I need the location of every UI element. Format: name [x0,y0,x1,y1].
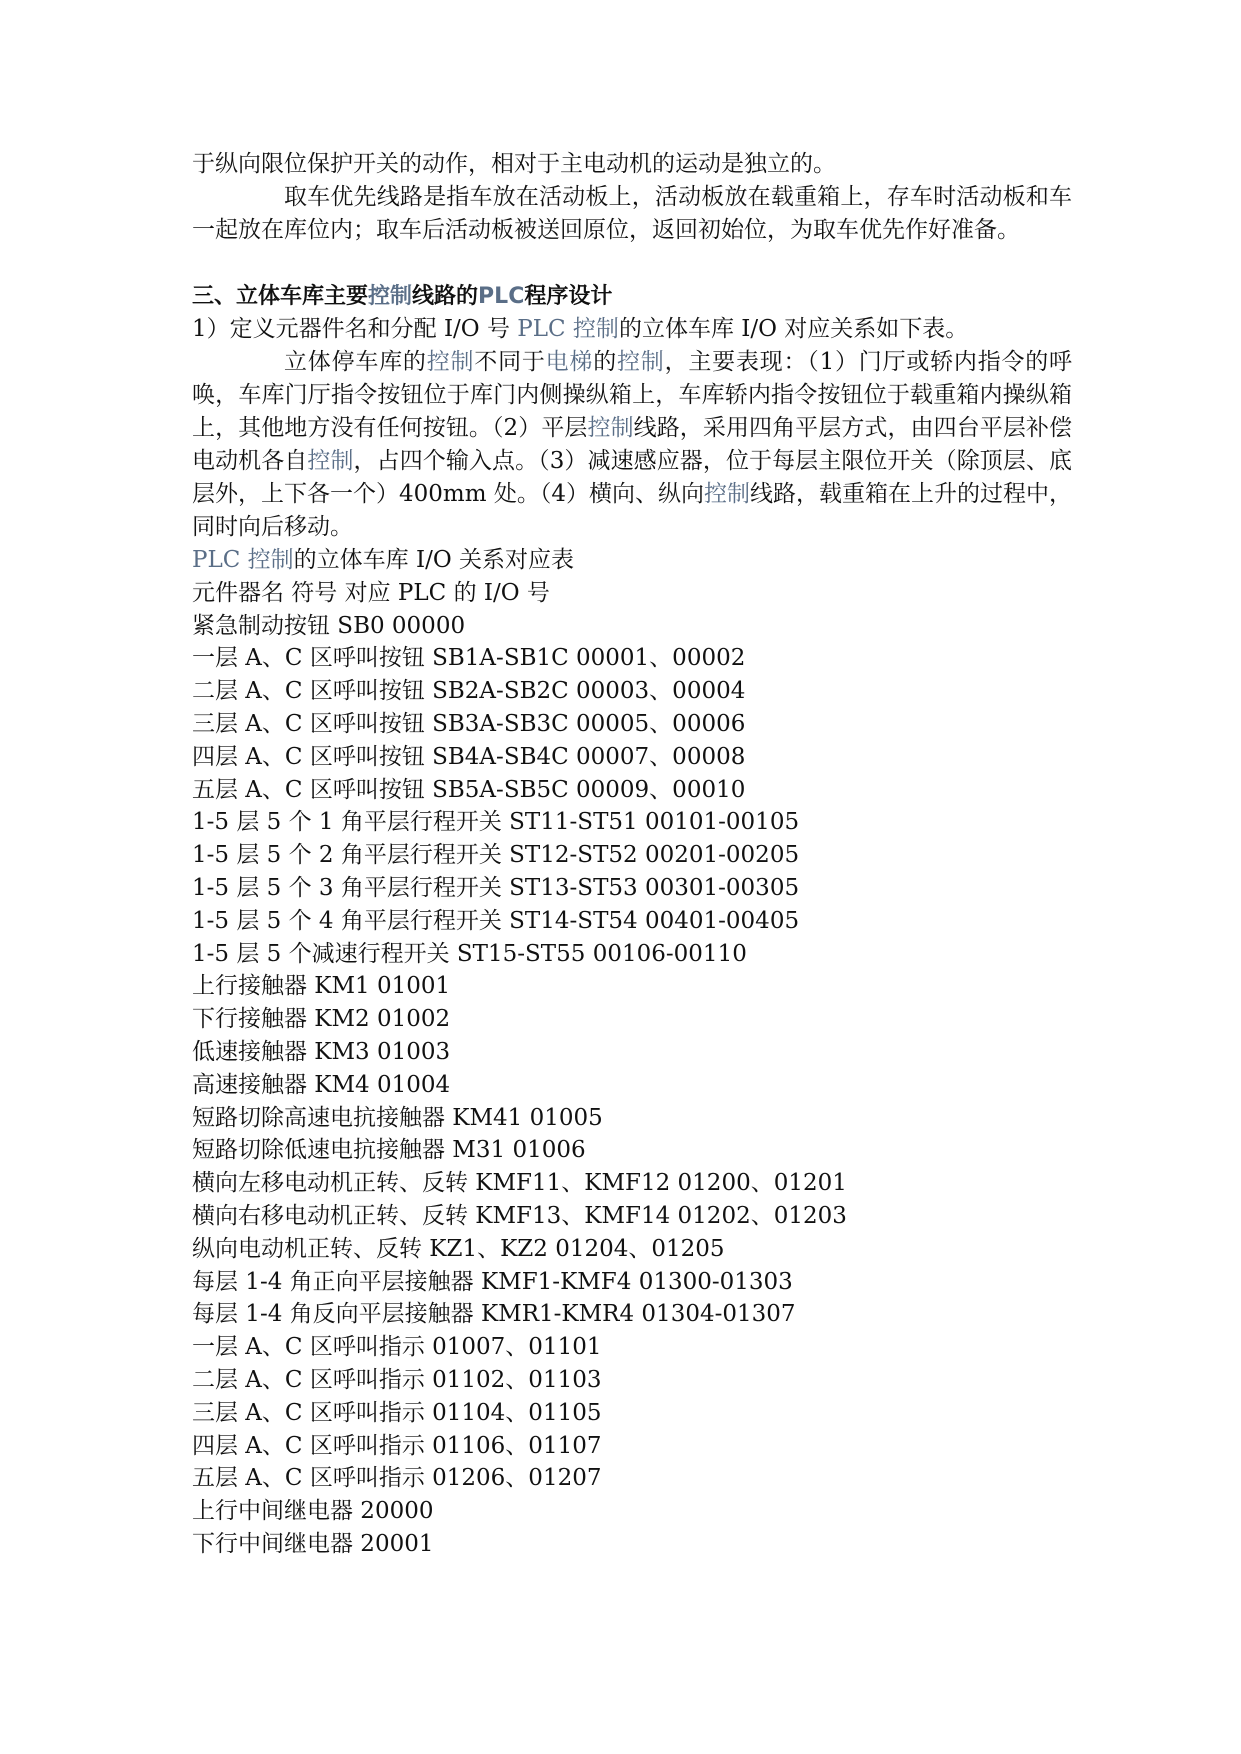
table-header: 元件器名 符号 对应 PLC 的 I/O 号 [192,579,550,606]
table-row: 二层 A、C 区呼叫按钮 SB2A-SB2C 00003、00004 [192,678,746,705]
item-1-definition: 1）定义元器件名和分配 I/O 号 PLC 控制的立体车库 I/O 对应关系如下表。 [192,316,969,342]
io-table [192,544,1072,1561]
table-row: 每层 1-4 角正向平层接触器 KMF1-KMF4 01300-01303 [192,1268,793,1295]
table-row: 下行接触器 KM2 01002 [192,1006,451,1033]
table-row: 二层 A、C 区呼叫指示 01102、01103 [192,1366,602,1393]
table-row: 三层 A、C 区呼叫按钮 SB3A-SB3C 00005、00006 [192,710,746,737]
table-row: 下行中间继电器 20001 [192,1530,434,1557]
table-row: 横向右移电动机正转、反转 KMF13、KMF14 01202、01203 [192,1202,847,1229]
table-row: 紧急制动按钮 SB0 00000 [192,612,466,639]
table-row: 一层 A、C 区呼叫按钮 SB1A-SB1C 00001、00002 [192,645,746,672]
table-row: 1-5 层 5 个 2 角平层行程开关 ST12-ST52 00201-00205 [192,842,800,869]
table-row: 每层 1-4 角反向平层接触器 KMR1-KMR4 01304-01307 [192,1301,796,1328]
table-caption: PLC 控制的立体车库 I/O 关系对应表 [192,547,574,573]
table-row: 横向左移电动机正转、反转 KMF11、KMF12 01200、01201 [192,1170,847,1197]
table-row: 四层 A、C 区呼叫指示 01106、01107 [192,1432,602,1459]
table-row: 五层 A、C 区呼叫按钮 SB5A-SB5C 00009、00010 [192,776,746,803]
table-row: 一层 A、C 区呼叫指示 01007、01101 [192,1334,602,1361]
table-row: 上行中间继电器 20000 [192,1498,434,1525]
table-row: 1-5 层 5 个 1 角平层行程开关 ST11-ST51 00101-00105 [192,809,800,836]
table-row: 1-5 层 5 个 4 角平层行程开关 ST14-ST54 00401-00405 [192,907,800,934]
section-title: 三、立体车库主要控制线路的PLC程序设计 [192,284,613,309]
table-row: 短路切除高速电抗接触器 KM41 01005 [192,1104,603,1131]
table-row: 四层 A、C 区呼叫按钮 SB4A-SB4C 00007、00008 [192,743,746,770]
table-row: 低速接触器 KM3 01003 [192,1038,451,1065]
table-row: 短路切除低速电抗接触器 M31 01006 [192,1137,586,1164]
paragraph-control-features: 立体停车库的控制不同于电梯的控制，主要表现：（1）门厅或轿内指令的呼唤，车库门厅指令按钮位于库门内侧操纵箱上，车库轿内指令按钮位于载重箱内操纵箱上，其他地方没有任何按钮。（2）平层控制线路，采用四角平层方式，由四台平层补偿电动机各自控制，占四个输入点。（3）减速感应器，位于每层主限位开关（除顶层、底层外，上下各一个）400mm 处。（4）横向、纵向控制线路，载重箱在上升的过程中，同时向后移动。 [192,349,1073,540]
table-row: 纵向电动机正转、反转 KZ1、KZ2 01204、01205 [192,1235,725,1262]
table-row: 1-5 层 5 个减速行程开关 ST15-ST55 00106-00110 [192,940,747,967]
paragraph-continuation: 于纵向限位保护开关的动作，相对于主电动机的运动是独立的。 [192,151,836,177]
table-row: 三层 A、C 区呼叫指示 01104、01105 [192,1399,602,1426]
table-row: 1-5 层 5 个 3 角平层行程开关 ST13-ST53 00301-00305 [192,874,800,901]
table-row: 上行接触器 KM1 01001 [192,973,451,1000]
paragraph-pickup-priority: 取车优先线路是指车放在活动板上，活动板放在载重箱上，存车时活动板和车一起放在库位内；取车后活动板被送回原位，返回初始位，为取车优先作好准备。 [192,184,1072,243]
table-row: 五层 A、C 区呼叫指示 01206、01207 [192,1465,602,1492]
document-page [192,148,1072,1561]
table-row: 高速接触器 KM4 01004 [192,1071,451,1098]
